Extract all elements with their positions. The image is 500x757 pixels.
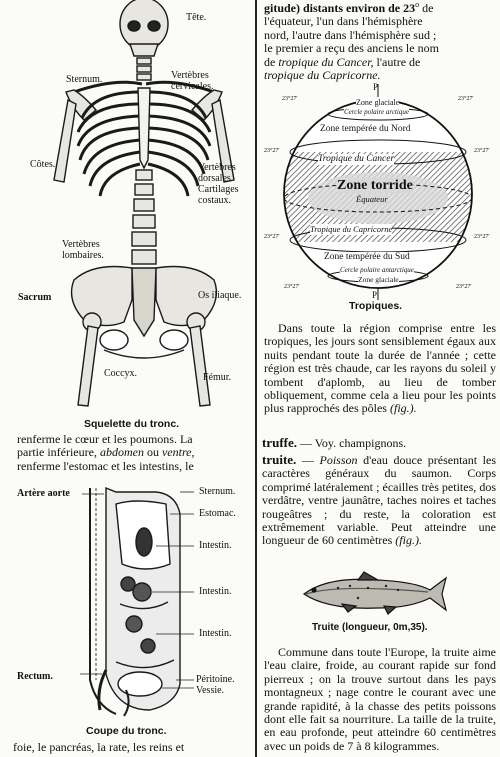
degree-label: 23°27' [284, 284, 300, 290]
degree-label: 23°27' [456, 284, 472, 290]
text-line [264, 56, 498, 69]
tropiques-paragraph [264, 322, 496, 416]
zone-glaciale-sud: Zone glaciale [358, 275, 399, 284]
label-sacrum: Sacrum [18, 292, 52, 303]
cercle-polaire-arctique: Cercle polaire arctique [344, 108, 409, 116]
italic-ventre: ventre, [161, 445, 195, 460]
degree-label: 23°27' [264, 234, 280, 240]
text-run: gitude) distants environ de 23 [264, 1, 416, 15]
label-os-iliaque: Os iliaque. [198, 290, 242, 301]
text-line: l'équateur, l'un dans l'hémisphère [264, 14, 423, 29]
fig-ref: (fig.). [389, 401, 417, 416]
label-femur: Fémur. [203, 372, 232, 383]
label-intestin-1: Intestin. [199, 540, 232, 551]
label-sternum-section: Sternum. [199, 486, 236, 497]
headword-truffe: truffe. [262, 435, 298, 450]
right-column [262, 0, 498, 757]
text-line: nord, l'autre dans l'hémisphère sud ; [264, 27, 437, 42]
truite-paragraph-2: Commune dans toute l'Europe, la truite aime l'eau claire, froide, au courant rapide sur fond pierreux ; on la trouve surtout dans les pays montagneux ; nage contre le courant avec une grande rapidité, à la chasse des petits poissons dont elle fait sa nourriture. La taille de la truite, en eau profonde, peut atteindre 60 centimètres avec un poids de 7 à 8 kilogrammes. [264, 646, 496, 753]
degree-label: 23°27' [282, 96, 298, 102]
italic-tropique-capricorne: tropique du Capricorne. [264, 68, 381, 83]
left-text-block [17, 433, 247, 473]
trout-caption: Truite (longueur, 0m,35). [312, 622, 428, 633]
tropique-cancer: Tropique du Cancer [318, 154, 395, 164]
section-caption: Coupe du tronc. [86, 725, 167, 737]
equateur: Équateur [356, 194, 388, 204]
text-run: ou [143, 445, 162, 460]
label-intestin-3: Intestin. [199, 628, 232, 639]
degree-label: 23°27' [474, 234, 490, 240]
zone-glaciale-nord: Zone glaciale [356, 98, 400, 107]
text-run: de [419, 1, 434, 15]
fig-ref: (fig.). [395, 533, 422, 548]
left-text-line: renferme le cœur et les poumons. La [17, 432, 193, 446]
label-estomac: Estomac. [199, 508, 236, 519]
entry-text: — [296, 453, 320, 467]
zone-torride: Zone torride [337, 178, 413, 193]
text-run: de [264, 54, 279, 69]
text-line: le premier a reçu des anciens le nom [264, 41, 439, 56]
cercle-polaire-antarctique: Cercle polaire antarctique [340, 266, 414, 274]
label-sternum: Sternum. [66, 74, 103, 85]
zone-temperee-nord: Zone tempérée du Nord [320, 124, 411, 134]
trunk-section-illustration [76, 484, 196, 720]
pole-north: P [373, 82, 379, 92]
text-line [264, 0, 498, 15]
label-vertebres-cervicales: Vertèbres cervicales. [171, 70, 214, 92]
entry-text: — Voy. champignons. [297, 436, 407, 450]
text-run: l'autre de [373, 54, 421, 69]
text-run: Dans toute la région comprise entre les tropiques, les jours sont sensiblement égaux aux nuits pendant toute la durée de l'année ; cette région est très chaude, car les rayons du soleil y tombent d'aplomb, au lieu de tomber obliquement, comme cela a lieu pour les points plus rapprochés des pôles [264, 321, 496, 416]
column-rule [255, 0, 257, 757]
entry-truite [262, 453, 496, 548]
text-run: partie inférieure, [17, 445, 100, 460]
right-top-text [264, 0, 498, 82]
left-text-line [17, 446, 247, 459]
skeleton-caption: Squelette du tronc. [84, 418, 180, 430]
trout-illustration [298, 570, 448, 616]
entry-truffe [262, 436, 496, 450]
pole-south: P' [372, 290, 379, 300]
label-intestin-2: Intestin. [199, 586, 232, 597]
label-vessie: Vessie. [196, 685, 225, 696]
label-rectum: Rectum. [17, 671, 53, 682]
italic-poisson: Poisson [319, 453, 358, 467]
label-vertebres-dorsales: Vertèbres dorsales. Cartilages costaux. [198, 162, 239, 206]
label-tete: Tête. [186, 12, 207, 23]
label-vertebres-lombaires: Vertèbres lombaires. [62, 239, 104, 261]
label-coccyx: Coccyx. [104, 368, 138, 379]
italic-abdomen: abdomen [99, 445, 144, 460]
label-peritoine: Péritoine. [196, 674, 235, 685]
degree-sup: o [415, 0, 420, 9]
degree-label: 23°27' [264, 148, 280, 154]
tropique-capricorne: Tropique du Capricorne [310, 224, 393, 234]
entry-text: d'eau douce présentant les caractères généraux du saumon. Corps comprimé latéralement ; écailles très petites, dos verdâtre, ventre jaunâtre, taches noires et taches rougeâtres ; du reste, la coloration est extrêmement variable. Peut atteindre une longueur de 60 centimètres [262, 453, 497, 548]
italic-tropique-cancer: tropique du Cancer, [278, 54, 374, 69]
left-text-line: renferme l'estomac et les intestins, le [17, 458, 194, 473]
label-cotes: Côtes. [30, 159, 56, 170]
globe-caption: Tropiques. [349, 300, 403, 312]
left-bottom-line: foie, le pancréas, la rate, les reins et [13, 740, 185, 754]
degree-label: 23°27' [458, 96, 474, 102]
headword-truite: truite. [262, 452, 297, 467]
label-artere-aorte: Artère aorte [17, 488, 70, 499]
zone-temperee-sud: Zone tempérée du Sud [324, 252, 410, 262]
degree-label: 23°27' [474, 148, 490, 154]
